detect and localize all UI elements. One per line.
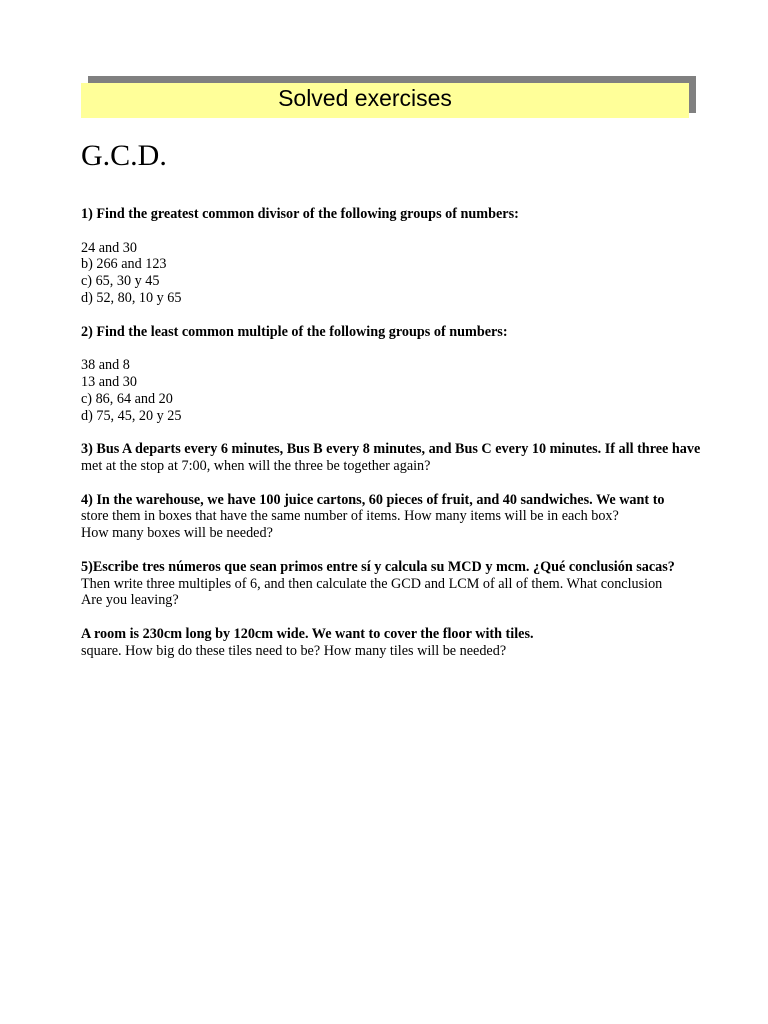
question-2-prompt: 2) Find the least common multiple of the following groups of numbers:: [81, 323, 508, 340]
question-2-item: 13 and 30: [81, 373, 137, 390]
question-1-item: d) 52, 80, 10 y 65: [81, 289, 182, 306]
question-5-text: Are you leaving?: [81, 592, 179, 609]
question-4-prompt: 4) In the warehouse, we have 100 juice cartons, 60 pieces of fruit, and 40 sandwiches. We want to: [81, 491, 665, 508]
question-2-item: 38 and 8: [81, 357, 130, 374]
question-3-prompt: 3) Bus A departs every 6 minutes, Bus B every 8 minutes, and Bus C every 10 minutes. If all three have: [81, 441, 701, 458]
question-2-item: c) 86, 64 and 20: [81, 390, 173, 407]
question-5-text: Then write three multiples of 6, and then calculate the GCD and LCM of all of them. What conclusion: [81, 575, 663, 592]
question-5-prompt: 5)Escribe tres números que sean primos entre sí y calcula su MCD y mcm. ¿Qué conclusión sacas?: [81, 558, 675, 575]
question-2-item: d) 75, 45, 20 y 25: [81, 407, 182, 424]
question-6-prompt: A room is 230cm long by 120cm wide. We want to cover the floor with tiles.: [81, 625, 534, 642]
question-4-text: store them in boxes that have the same number of items. How many items will be in each box?: [81, 508, 619, 525]
question-4-text: How many boxes will be needed?: [81, 525, 273, 542]
question-1-item: b) 266 and 123: [81, 256, 167, 273]
header-title: Solved exercises: [278, 85, 452, 111]
document-title: G.C.D.: [81, 139, 167, 172]
question-1-prompt: 1) Find the greatest common divisor of the following groups of numbers:: [81, 206, 519, 222]
question-3-text: met at the stop at 7:00, when will the three be together again?: [81, 457, 431, 474]
header-box: [81, 83, 689, 118]
question-1-item: 24 and 30: [81, 239, 137, 256]
exercise-content: [81, 206, 741, 660]
question-1-item: c) 65, 30 y 45: [81, 273, 160, 290]
header-banner: [81, 76, 696, 120]
question-6-text: square. How big do these tiles need to be? How many tiles will be needed?: [81, 642, 507, 659]
